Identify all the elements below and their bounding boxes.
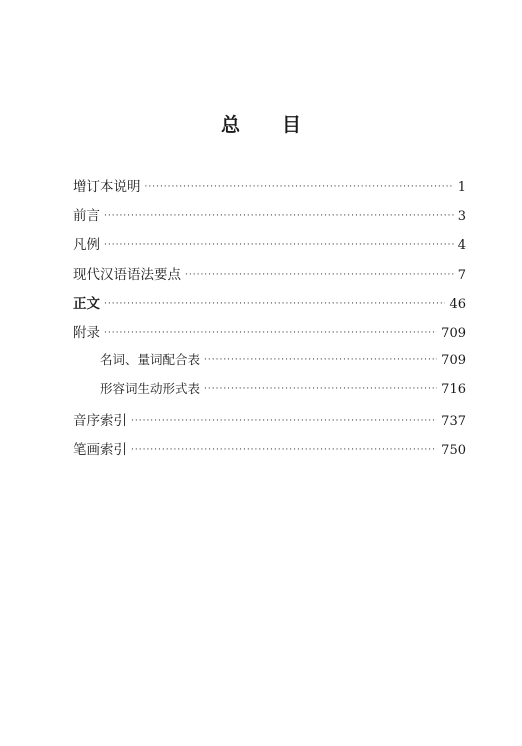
title-char-2: 目 (282, 114, 302, 136)
toc-entry-page: 46 (449, 296, 466, 312)
toc-entry-page: 709 (441, 325, 466, 341)
dot-leader (131, 416, 437, 426)
toc-entry[interactable] (73, 292, 466, 321)
toc-entry[interactable] (73, 438, 466, 467)
page-title (0, 110, 522, 137)
toc-entry-label: 现代汉语语法要点 (73, 266, 181, 283)
toc-subentry[interactable] (73, 379, 466, 408)
toc-entry-label: 名词、量词配合表 (100, 352, 201, 368)
toc-entry-page: 709 (441, 353, 466, 369)
dot-leader (131, 445, 437, 455)
toc-entry-label: 形容词生动形式表 (100, 381, 201, 397)
toc-entry-page: 7 (457, 267, 466, 283)
title-char-1: 总 (220, 114, 240, 136)
dot-leader (145, 182, 454, 192)
dot-leader (204, 355, 437, 365)
toc-entry-page: 3 (457, 209, 466, 225)
dot-leader (204, 384, 437, 394)
toc-entry-page: 4 (457, 238, 466, 254)
dot-leader (185, 270, 454, 280)
toc-entry-label: 笔画索引 (73, 441, 127, 458)
toc-entry-page: 1 (457, 180, 466, 195)
toc-entry-label: 正文 (73, 295, 100, 312)
toc-subentry[interactable] (73, 350, 466, 379)
toc-entry-page: 737 (441, 413, 466, 429)
dot-leader (104, 211, 454, 221)
toc-entry[interactable] (73, 409, 466, 438)
dot-leader (104, 240, 454, 250)
toc-entry-page: 750 (441, 442, 466, 458)
table-of-contents (73, 175, 466, 467)
toc-entry-label: 增订本说明 (73, 179, 141, 195)
dot-leader (104, 299, 445, 309)
toc-entry[interactable] (73, 321, 466, 350)
toc-entry[interactable] (73, 204, 466, 233)
toc-entry[interactable] (73, 233, 466, 262)
dot-leader (104, 328, 437, 338)
toc-entry[interactable] (73, 175, 466, 204)
toc-entry-label: 凡例 (73, 237, 100, 254)
toc-entry-label: 前言 (73, 208, 100, 225)
toc-entry-label: 音序索引 (73, 412, 127, 429)
toc-entry-page: 716 (441, 382, 466, 398)
toc-entry-label: 附录 (73, 324, 100, 341)
toc-entry[interactable] (73, 263, 466, 292)
